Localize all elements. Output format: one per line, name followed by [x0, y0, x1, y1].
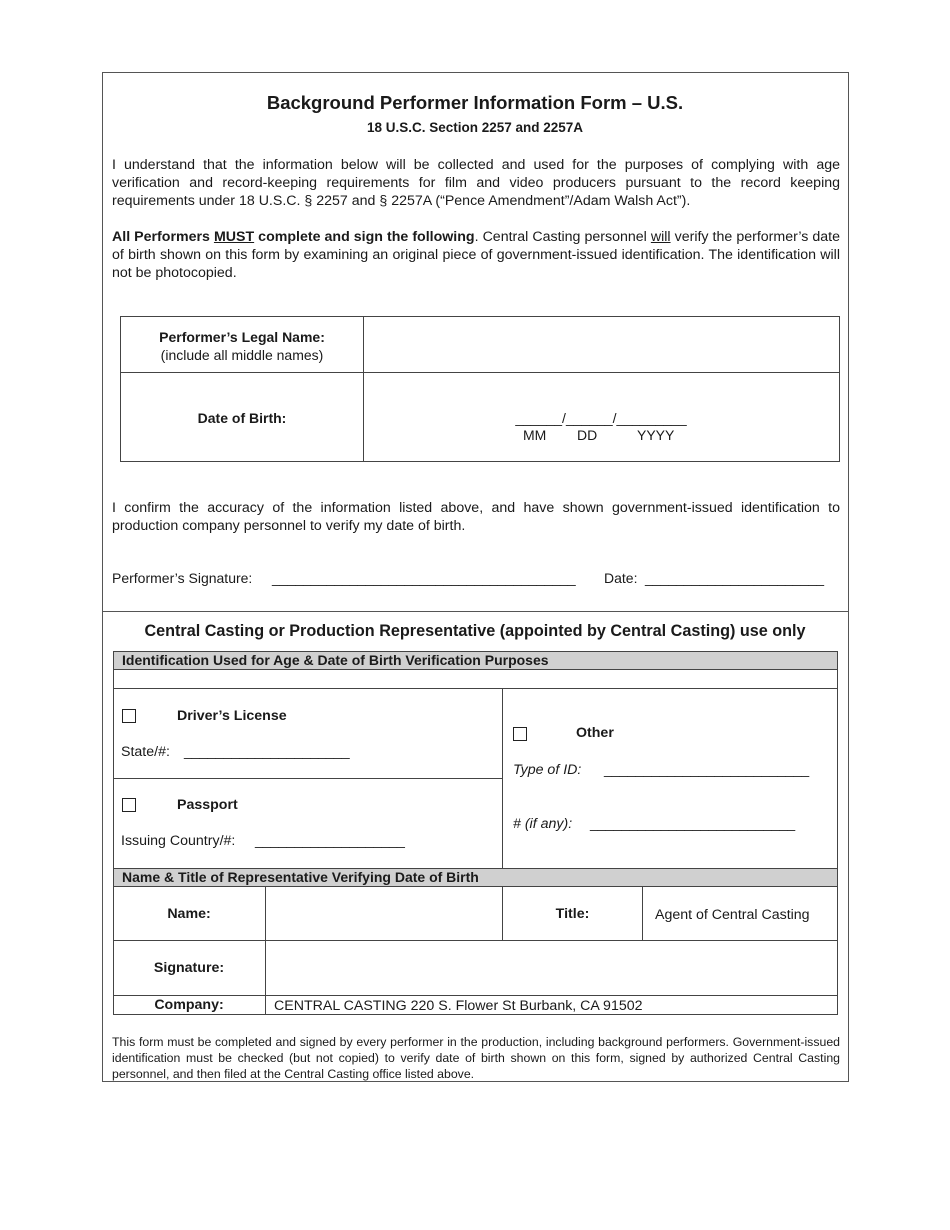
rep-title-label: Title: — [555, 906, 590, 922]
instructions-text-a: . Central Casting personnel — [474, 229, 651, 245]
dob-dd: DD — [577, 427, 598, 443]
confirmation-text: I confirm the accuracy of the information listed above, and have shown government-issued identification to production company personnel to verify my date of birth. — [112, 500, 840, 535]
dob-label: Date of Birth: — [197, 410, 287, 426]
type-of-id-field[interactable]: __________________________ — [604, 762, 810, 778]
type-of-id-label: Type of ID: — [513, 762, 582, 778]
state-label: State/#: — [121, 744, 170, 760]
rep-title-value: Agent of Central Casting — [655, 907, 810, 923]
instructions-paragraph — [112, 228, 840, 283]
section-divider — [102, 611, 849, 612]
must-emphasis: MUST — [213, 229, 255, 245]
dob-blank: ______/______/_________ — [515, 410, 687, 426]
rep-signature-label: Signature: — [153, 960, 225, 976]
performer-date-field[interactable]: _______________________ — [645, 570, 825, 586]
id-verification-bar: Identification Used for Age & Date of Birth Verification Purposes — [113, 651, 838, 670]
legal-name-label: Performer’s Legal Name: — [159, 329, 325, 345]
representative-bar: Name & Title of Representative Verifying Date of Birth — [113, 868, 838, 887]
rep-name-field[interactable] — [267, 888, 501, 939]
drivers-license-label: Driver’s License — [177, 708, 287, 724]
legal-name-hint: (include all middle names) — [160, 347, 324, 363]
issuing-country-field[interactable]: ___________________ — [255, 833, 405, 849]
instructions-bold-a: All Performers — [112, 229, 214, 245]
intro-paragraph: I understand that the information below will be collected and used for the purposes of complying with age verification and record-keeping requirements for film and video producers pursuant to the record keeping requirements under 18 U.S.C. § 2257 and § 2257A (“Pence Amendment”/Adam Walsh Act”). — [112, 157, 840, 210]
rep-signature-field[interactable] — [267, 942, 836, 994]
legal-name-field[interactable] — [364, 318, 838, 371]
performer-signature-label: Performer’s Signature: — [112, 570, 253, 586]
id-number-label: # (if any): — [513, 816, 573, 832]
company-value: CENTRAL CASTING 220 S. Flower St Burbank, CA 91502 — [274, 998, 643, 1014]
instructions-bold-b: complete and sign the following — [254, 229, 475, 245]
dob-mm: MM — [523, 427, 547, 443]
performer-date-label: Date: — [604, 570, 638, 586]
form-title: Background Performer Information Form – U.S. — [266, 92, 684, 113]
performer-signature-field[interactable]: _______________________________________ — [272, 570, 576, 586]
will-emphasis: will — [650, 229, 671, 245]
passport-checkbox[interactable] — [122, 798, 136, 812]
company-label: Company: — [154, 997, 224, 1013]
other-id-checkbox[interactable] — [513, 727, 527, 741]
id-number-field[interactable]: __________________________ — [590, 816, 796, 832]
form-subtitle: 18 U.S.C. Section 2257 and 2257A — [366, 120, 584, 135]
other-id-label: Other — [576, 725, 614, 741]
dob-yyyy: YYYY — [637, 427, 675, 443]
passport-label: Passport — [177, 797, 238, 813]
rep-section-heading: Central Casting or Production Representative (appointed by Central Casting) use only — [144, 622, 806, 640]
issuing-country-label: Issuing Country/#: — [121, 833, 236, 849]
performer-info-table — [120, 316, 840, 462]
rep-name-label: Name: — [167, 906, 211, 922]
dob-field[interactable] — [364, 374, 838, 460]
footer-note: This form must be completed and signed by every performer in the production, including background performers. Government-issued identification must be checked (but not copied) to verify date of birth shown on this form, signed by authorized Central Casting personnel, and then filed at the Central Casting office listed above. — [112, 1035, 840, 1081]
instructions-text-b: verify the performer’s date of birth shown on this form by examining an original piece of government-issued identification. The identification will not be photocopied. — [112, 229, 840, 282]
drivers-license-checkbox[interactable] — [122, 709, 136, 723]
state-field[interactable]: _____________________ — [184, 744, 350, 760]
